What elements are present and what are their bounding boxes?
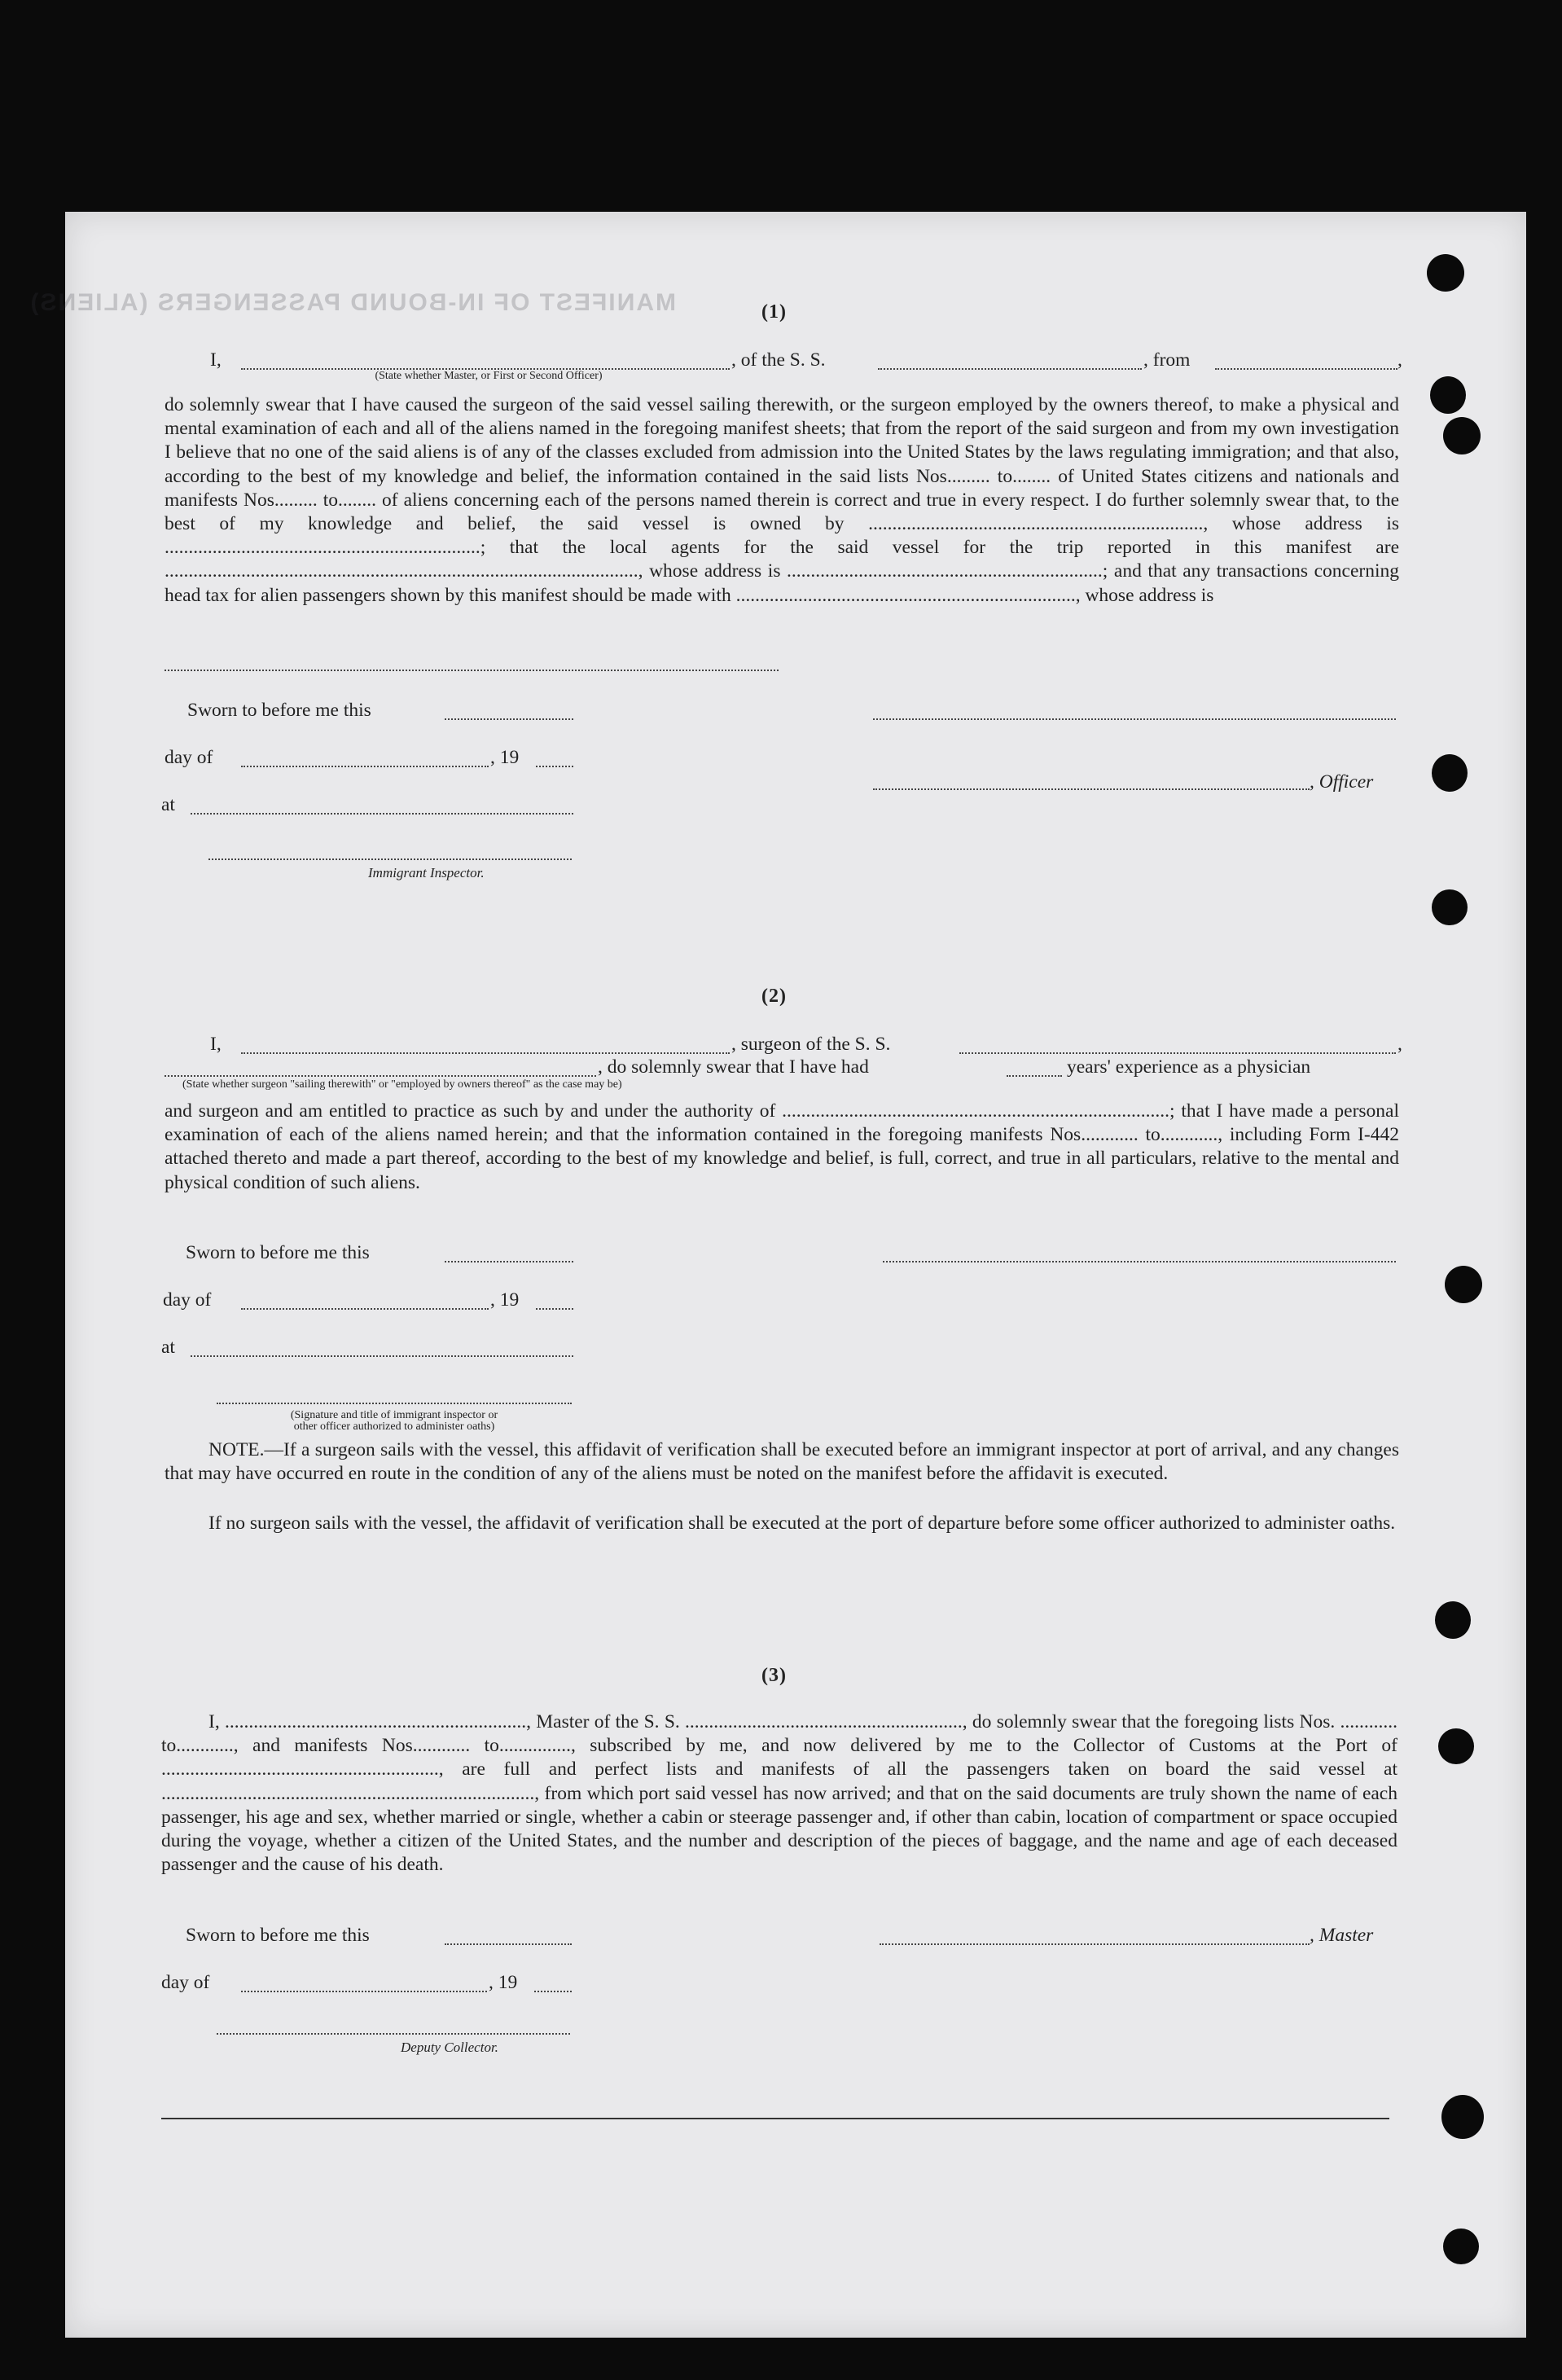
bottom-rule <box>161 2118 1389 2119</box>
s2-surgeon-of-label: , surgeon of the S. S. <box>731 1034 891 1055</box>
s2-name-line <box>241 1052 730 1054</box>
s2-surgeon-note: (State whether surgeon "sailing therewith" or "employed by owners thereof" as the case may be) <box>182 1078 622 1091</box>
s3-sworn-line <box>445 1943 572 1945</box>
s2-year-line <box>536 1308 573 1310</box>
s2-day-of-label: day of <box>163 1289 212 1311</box>
s1-ship-line <box>878 368 1142 370</box>
punch-hole <box>1443 417 1481 454</box>
s1-officer-label: , Officer <box>1310 771 1374 793</box>
s2-surgeon-type-line <box>165 1075 596 1077</box>
s1-day-line <box>241 766 489 767</box>
s3-year-label: , 19 <box>489 1972 518 1993</box>
s1-from-line <box>1215 368 1397 370</box>
s2-signature-line <box>883 1261 1396 1262</box>
section-3-heading: (3) <box>761 1665 787 1686</box>
section-1-heading: (1) <box>761 301 787 323</box>
s2-end-comma: , <box>1397 1034 1402 1055</box>
bleed-through-stamp: MANIFEST OF IN-BOUND PASSENGERS (ALIENS) <box>29 289 676 316</box>
s1-signature-line <box>873 718 1396 720</box>
punch-hole <box>1435 1601 1471 1639</box>
s3-year-line <box>534 1991 572 1992</box>
s3-sworn-label: Sworn to before me this <box>186 1925 370 1946</box>
punch-hole <box>1430 376 1466 414</box>
s2-note-2: If no surgeon sails with the vessel, the affidavit of verification shall be executed at the port of departure before some officer authorized to administer oaths. <box>208 1513 1396 1534</box>
s1-sworn-line <box>445 718 573 720</box>
s2-sworn-line <box>445 1261 573 1262</box>
s2-day-line <box>241 1308 489 1310</box>
s1-year-label: , 19 <box>490 747 520 768</box>
s1-day-of-label: day of <box>165 747 213 768</box>
s1-affidavit-text: do solemnly swear that I have caused the surgeon of the said vessel sailing therewith, or the surgeon employed by the owners thereof, to make a physical and mental examination of each and all of the aliens named in the foregoing manifest sheets; that from the report of the said surgeon and from my own investigation I believe that no one of the said aliens is of any of the classes excluded from admission into the United States by the laws regulating immigration; and that also, according to the best of my knowledge and belief, the information contained in the said lists Nos......... to........ of United States citizens and nationals and manifests Nos......... to........ of aliens concerning each of the persons named therein is correct and true in every respect. I do further solemnly swear that, to the best of my knowledge and belief, the said vessel is owned by ......................................................................, whose address is ..................................................................; that the local agents for the said vessel for the trip reported in this manifest are ..................................................................................................., whose address is ..................................................................; and that any transactions concerning head tax for alien passengers shown by this manifest should be made with ......................................................................., whose address is <box>165 394 1399 606</box>
s3-master-label: , Master <box>1310 1925 1374 1946</box>
s1-end-comma: , <box>1397 349 1402 371</box>
s3-master-line <box>880 1943 1310 1945</box>
s2-years-line <box>1007 1075 1062 1077</box>
s3-collector-label: Deputy Collector. <box>401 2040 498 2055</box>
s2-sig-note-2: other officer authorized to administer oaths) <box>293 1421 495 1433</box>
s2-ship-line <box>959 1052 1396 1054</box>
s2-at-label: at <box>161 1337 175 1358</box>
s1-i-label: I, <box>210 349 222 371</box>
s2-affidavit-text: and surgeon and am entitled to practice as such by and under the authority of .................................................................................; that I have made a personal examination of each of the aliens named herein; and that the information contained in the foregoing manifests Nos............ to............, including Form I-442 attached thereto and made a part thereof, according to the best of my knowledge and belief, is full, correct, and true in all particulars, relative to the mental and physical condition of such aliens. <box>165 1100 1399 1193</box>
s1-at-line <box>191 813 573 815</box>
section-2-heading: (2) <box>761 986 787 1007</box>
s2-swear-label: , do solemnly swear that I have had <box>598 1056 869 1078</box>
punch-hole <box>1432 754 1468 792</box>
s1-of-ss-label: , of the S. S. <box>731 349 826 371</box>
s2-i-label: I, <box>210 1034 222 1055</box>
punch-hole <box>1445 1266 1482 1303</box>
s3-day-of-label: day of <box>161 1972 210 1993</box>
punch-hole <box>1438 1728 1474 1764</box>
s1-officer-line <box>873 788 1310 790</box>
s2-note: NOTE.—If a surgeon sails with the vessel, this affidavit of verification shall be executed before an immigrant inspector at port of arrival, and any changes that may have occurred en route in the condition of any of the aliens must be noted on the manifest before the affidavit is executed. <box>165 1439 1399 1485</box>
s1-at-label: at <box>161 794 175 815</box>
punch-hole <box>1443 2229 1479 2264</box>
punch-hole <box>1441 2095 1484 2139</box>
s1-inspector-line <box>208 858 572 860</box>
s2-inspector-line <box>217 1403 572 1404</box>
s3-collector-line <box>217 2033 570 2035</box>
s3-affidavit-text: I, ..............................................................., Master of the S. S. .........................................................., do solemnly swear that the foregoing lists Nos. ............ to............, and manifests Nos............ to..............., subscribed by me, and now delivered by me to the Collector of Customs at the Port of .........................................................., are full and perfect lists and manifests of all the passengers taken on board the said vessel at .............................................................................., from which port said vessel has now arrived; and that on the said documents are truly shown the name of each passenger, his age and sex, whether married or single, whether a cabin or steerage passenger and, if other than cabin, location of compartment or space occupied during the voyage, whether a citizen of the United States, and the number and description of the pieces of baggage, and the name and age of each deceased passenger and the cause of his death. <box>161 1711 1397 1876</box>
s2-year-label: , 19 <box>490 1289 520 1311</box>
s1-year-line <box>536 766 573 767</box>
s1-sworn-label: Sworn to before me this <box>187 700 371 721</box>
s2-at-line <box>191 1355 573 1357</box>
s1-officer-note: (State whether Master, or First or Second Officer) <box>375 370 603 382</box>
s1-trailing-line <box>165 670 779 671</box>
punch-hole <box>1432 889 1468 925</box>
punch-hole <box>1427 254 1464 292</box>
s1-from-label: , from <box>1143 349 1191 371</box>
s2-sig-note-1: (Signature and title of immigrant inspector or <box>290 1409 498 1421</box>
s2-years-label: years' experience as a physician <box>1067 1056 1311 1078</box>
s1-inspector-label: Immigrant Inspector. <box>368 865 485 880</box>
s2-sworn-label: Sworn to before me this <box>186 1242 370 1263</box>
s3-day-line <box>241 1991 487 1992</box>
